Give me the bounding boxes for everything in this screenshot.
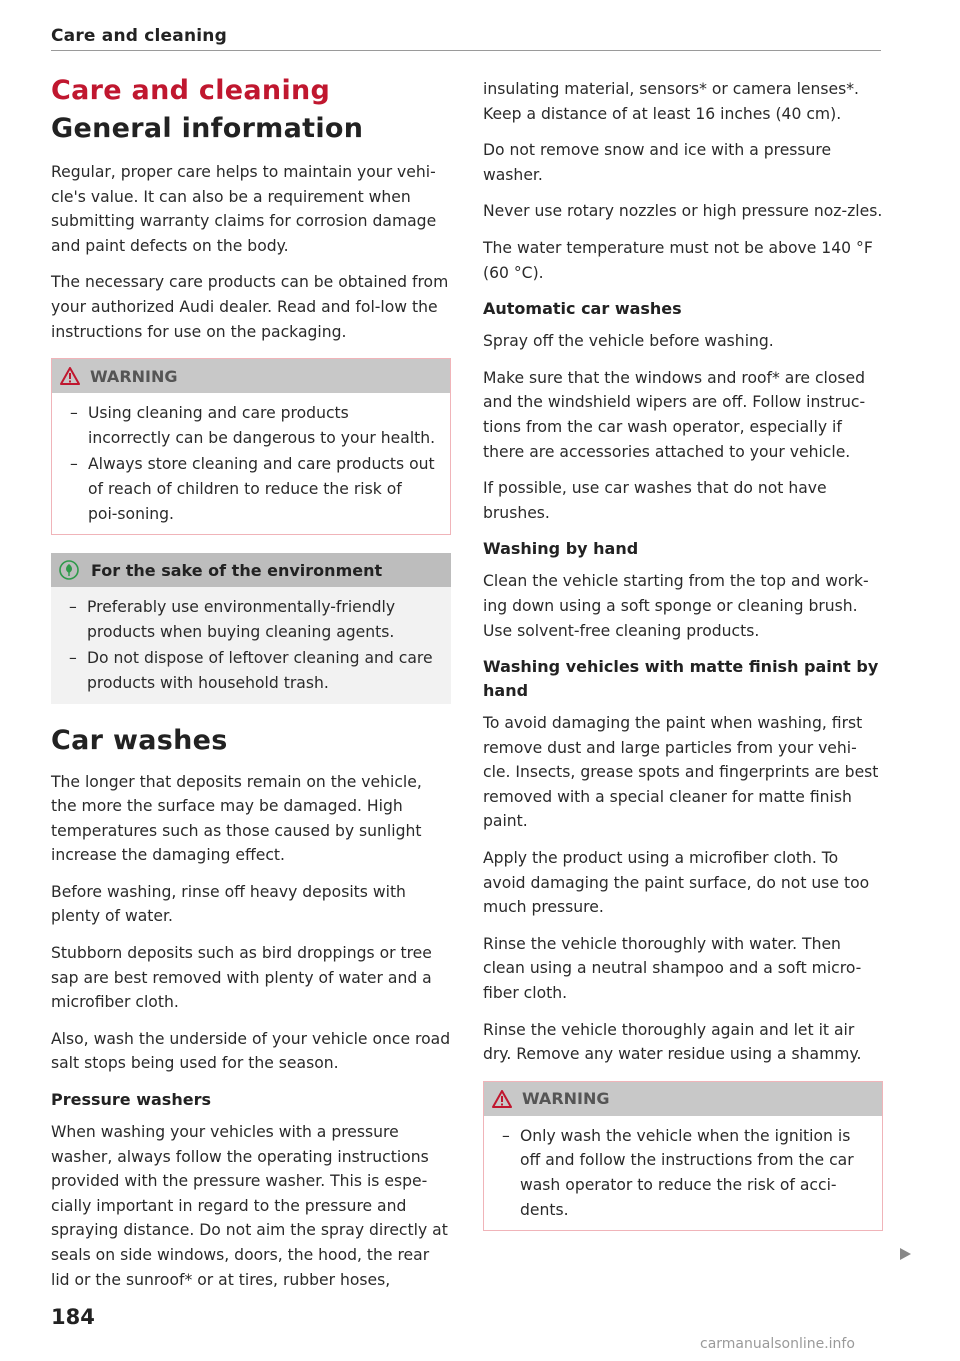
paragraph: Spray off the vehicle before washing. [483, 332, 774, 351]
warning-box [483, 1081, 883, 1231]
paragraph: Never use rotary nozzles or high pressure noz-zles. [483, 202, 883, 221]
section-title-car-washes: Car washes [51, 724, 228, 756]
paragraph: The necessary care products can be obtained from your authorized Audi dealer. Read and fol-low the instructions for use on the packaging. [51, 273, 449, 341]
paragraph: Apply the product using a microfiber cloth. To avoid damaging the paint surface, do not use too much pressure. [483, 849, 870, 917]
section-title-general: General information [51, 113, 364, 144]
paragraph: The longer that deposits remain on the vehicle, the more the surface may be damaged. High temperatures such as those caused by sunlight increase the damaging effect. [51, 772, 422, 865]
right-column [483, 77, 883, 1249]
environment-box [51, 553, 451, 703]
warning-box-header [52, 359, 450, 393]
page-number: 184 [51, 1305, 95, 1329]
paragraph: Regular, proper care helps to maintain your vehi-cle's value. It can also be a requirement when submitting warranty claims for corrosion damage and paint defects on the body. [51, 163, 437, 255]
paragraph: Clean the vehicle starting from the top and work-ing down using a soft sponge or cleaning brush. Use solvent-free cleaning products. [483, 572, 869, 640]
environment-icon [59, 560, 79, 580]
paragraph: The water temperature must not be above 140 °F (60 °C). [483, 238, 873, 282]
paragraph: If possible, use car washes that do not have brushes. [483, 479, 827, 522]
paragraph: Rinse the vehicle thoroughly with water. Then clean using a neutral shampoo and a soft micro-fiber cloth. [483, 934, 862, 1003]
paragraph: Before washing, rinse off heavy deposits with plenty of water. [51, 882, 406, 926]
list-item: – Using cleaning and care products incorrectly can be dangerous to your health. [66, 401, 436, 450]
environment-box-header [51, 553, 451, 587]
warning-triangle-icon [60, 367, 80, 385]
paragraph: To avoid damaging the paint when washing, first remove dust and large particles from your vehi-cle. Insects, grease spots and fingerprints are best removed with a special cleaner for matte finish paint. [483, 714, 879, 831]
paragraph: Stubborn deposits such as bird droppings or tree sap are best removed with plenty of water and a microfiber cloth. [51, 944, 432, 1012]
list-item: – Do not dispose of leftover cleaning and care products with household trash. [65, 646, 437, 695]
warning-heading: WARNING [522, 1089, 610, 1109]
watermark: carmanualsonline.info [700, 1336, 855, 1352]
list-item: – Preferably use environmentally-friendly products when buying cleaning agents. [65, 595, 437, 644]
paragraph: When washing your vehicles with a pressure washer, always follow the operating instructions provided with the pressure washer. This is espe-cially important in regard to the pressure and spraying distance. Do not aim the spray directly at seals on side windows, doors, the hood, the rear lid or the sunroof* or at tires, rubber hoses, [51, 1123, 448, 1289]
header-divider [51, 50, 881, 51]
paragraph: Rinse the vehicle thoroughly again and let it air dry. Remove any water residue using a shammy. [483, 1020, 862, 1064]
paragraph: insulating material, sensors* or camera lenses*. Keep a distance of at least 16 inches (40 cm). [483, 80, 860, 123]
subheading-matte-finish: Washing vehicles with matte finish paint by hand [483, 657, 879, 701]
running-header: Care and cleaning [51, 26, 227, 46]
paragraph: Make sure that the windows and roof* are closed and the windshield wipers are off. Follow instruc-tions from the car wash operator, especially if there are accessories attached to your vehicle. [483, 368, 866, 461]
list-item: – Always store cleaning and care products out of reach of children to reduce the risk of poi-soning. [66, 452, 436, 526]
list-item: – Only wash the vehicle when the ignition is off and follow the instructions from the car wash operator to reduce the risk of acci-dents. [498, 1124, 868, 1222]
subheading-pressure-washers: Pressure washers [51, 1090, 211, 1110]
paragraph: Do not remove snow and ice with a pressure washer. [483, 141, 832, 184]
continue-arrow-icon [898, 1247, 912, 1261]
warning-triangle-icon [492, 1090, 512, 1108]
chapter-title: Care and cleaning [51, 75, 331, 106]
warning-heading: WARNING [90, 366, 178, 386]
subheading-automatic-car-washes: Automatic car washes [483, 299, 682, 319]
subheading-washing-by-hand: Washing by hand [483, 539, 639, 559]
paragraph: Also, wash the underside of your vehicle once road salt stops being used for the season. [51, 1029, 451, 1073]
warning-box-header [484, 1082, 882, 1116]
warning-box [51, 358, 451, 535]
environment-heading: For the sake of the environment [91, 560, 383, 580]
left-column [51, 72, 451, 1304]
